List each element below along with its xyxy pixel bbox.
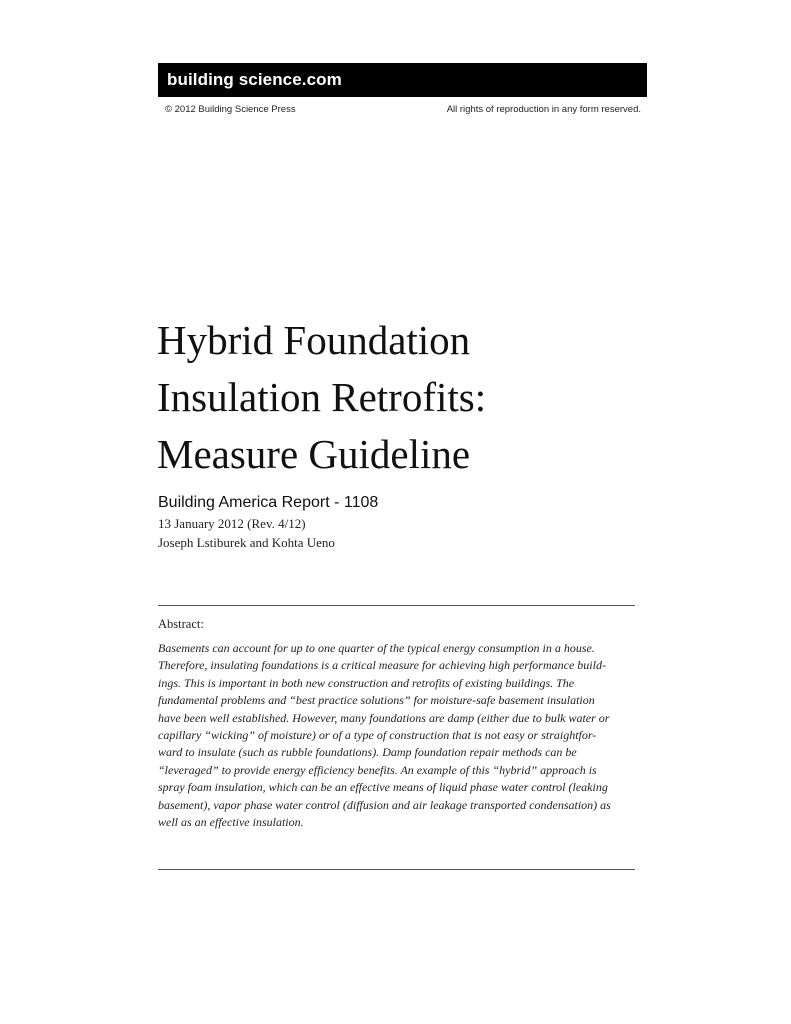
report-number: Building America Report - 1108 — [158, 494, 379, 511]
abstract-body — [158, 640, 636, 831]
document-title — [157, 312, 677, 483]
report-authors: Joseph Lstiburek and Kohta Ueno — [158, 535, 335, 550]
abstract-line: Basements can account for up to one quarter of the typical energy consumption in a house. — [158, 641, 595, 655]
abstract-line: Therefore, insulating foundations is a critical measure for achieving high performance build- — [158, 658, 606, 673]
abstract-line: well as an effective insulation. — [158, 815, 304, 830]
abstract-line: have been well established. However, many foundations are damp (either due to bulk water or — [158, 710, 610, 725]
title-line: Hybrid Foundation — [157, 317, 471, 363]
report-date: 13 January 2012 (Rev. 4/12) — [158, 516, 306, 531]
title-line: Measure Guideline — [157, 431, 471, 477]
abstract-line: basement), vapor phase water control (diffusion and air leakage transported condensation) as — [158, 797, 611, 812]
site-banner — [158, 63, 647, 97]
rights-notice: All rights of reproduction in any form reserved. — [446, 104, 641, 115]
abstract-heading: Abstract: — [158, 617, 204, 631]
abstract-line: ings. This is important in both new construction and retrofits of existing buildings. The — [158, 675, 575, 690]
title-line: Insulation Retrofits: — [157, 374, 487, 420]
abstract-line: spray foam insulation, which can be an effective means of liquid phase water control (leaking — [158, 780, 608, 795]
site-name: building science.com — [167, 70, 342, 89]
divider-top — [158, 605, 635, 606]
abstract-line: ward to insulate (such as rubble foundations). Damp foundation repair methods can be — [158, 745, 577, 760]
abstract-line: “leveraged” to provide energy efficiency benefits. An example of this “hybrid” approach is — [158, 762, 597, 777]
abstract-line: fundamental problems and “best practice solutions” for moisture-safe basement insulation — [158, 693, 595, 708]
copyright-notice: © 2012 Building Science Press — [165, 104, 296, 115]
abstract-line: capillary “wicking” of moisture) or of a type of construction that is not easy or straightfor- — [158, 728, 597, 743]
divider-bottom — [158, 869, 635, 870]
